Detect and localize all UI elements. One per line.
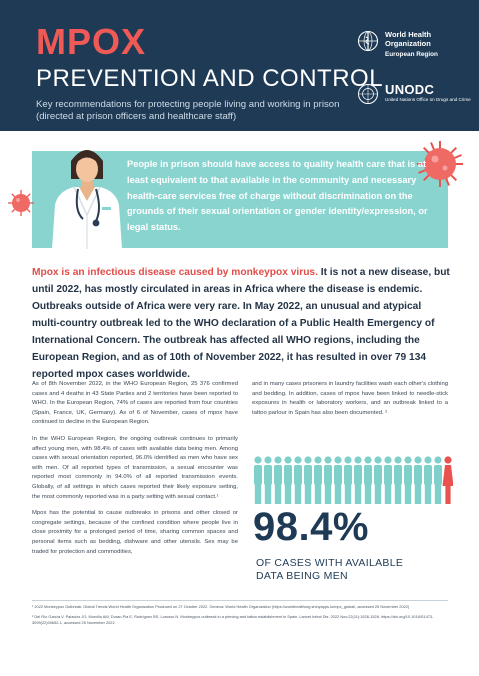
title-accent: MPOX [36,21,147,62]
virus-icon [6,188,36,218]
man-icon [394,456,402,504]
man-icon [354,456,362,504]
body-paragraph: and in many cases prisoners in laundry facilities wash each other's clothing and bedding. In addition, cases of mpox have been linked to needle-stick exposures in health or laboratory workers, and an outbreak linked to a tattoo parlour in Spain has also been documented. ² [252,381,448,416]
man-icon [324,456,332,504]
footnotes [32,604,448,631]
body-column-left [32,380,238,564]
page-title: PREVENTION AND CONTROL [36,65,384,92]
unodc-name: UNODC [385,82,435,97]
unodc-full-name: United Nations Office on Drugs and Crime [385,97,471,102]
intro-text: It is not a new disease, but until 2022, has mostly circulated in areas in Africa where the disease is endemic. Outbreaks outside of Africa were very rare. In May 2022, an unusual and atypical multi-country outbreak led to the WHO declaration of a Public Health Emergency of International Concern. The outbreak has affected all WHO regions, including the European Region, and as of 10th of November 2022, it has resulted in over 79 134 reported mpox cases worldwide. [32,267,450,380]
who-name-line1: World Health [385,30,432,39]
footnote-divider [32,600,448,601]
footnote-1: ¹ 2022 Monkeypox Outbreak: Global Trends World Health Organization Produced on 27 October 2022. Geneva: World Health Organization (https://worldhealthorg.shinyapps.io/mpx_global/, accessed 25 November 2022) [32,604,410,609]
body-paragraph: Mpox has the potential to cause outbreaks in prisons and other closed or congregate settings, because of the confined condition where people live in close proximity for a prolonged period of time, sharing common spaces and personal items such as bedding, dishware and other utensils. Sex may be traded for protection and commodities, [32,510,238,555]
who-logo [357,30,438,59]
people-pictogram [253,454,453,506]
man-icon [274,456,282,504]
intro-paragraph [32,264,450,383]
stat-value: 98.4% [253,505,369,549]
man-icon [284,456,292,504]
man-icon [384,456,392,504]
man-icon [314,456,322,504]
header-banner [0,0,479,131]
stat-label: OF CASES WITH AVAILABLE DATA BEING MEN [256,557,404,582]
man-icon [364,456,372,504]
man-icon [404,456,412,504]
who-region: European Region [385,51,438,58]
un-emblem-icon [357,83,379,105]
woman-icon [443,456,454,504]
unodc-logo [357,83,471,105]
footnote-2: ² Del Río García V, Palacios JG, Morcillo AM, Duran-Pla E, Rodríguez BS, Lorusso N. Monkeypox outbreak in a piercing and tattoo establishment in Spain. Lancet Infect Dis. 2022 Nov;22(11):1526-1528. https://doi.org/10.1016/S1473-3099(22)00652-1, accessed 25 November 2022. [32,614,434,626]
man-icon [264,456,272,504]
man-icon [254,456,262,504]
man-icon [374,456,382,504]
body-paragraph: As of 8th November 2022, in the WHO European Region, 25 376 confirmed cases and 4 deaths in 43 State Parties and 2 territories have been reported to WHO. In the European Region, 74% of cases are reported from four countries (Spain, France, UK, Germany). As of 6 of November, cases of mpox have continued to decline in the European Region. [32,381,238,426]
page-subtitle: Key recommendations for protecting people living and working in prison (directed at prison officers and healthcare staff) [36,99,340,122]
man-icon [424,456,432,504]
man-icon [434,456,442,504]
body-column-right [252,380,448,425]
intro-highlight: Mpox is an infectious disease caused by monkeypox virus. [32,267,318,278]
man-icon [304,456,312,504]
man-icon [344,456,352,504]
body-paragraph: In the WHO European Region, the ongoing outbreak continues to primarily affect young men, with 98.4% of cases with available data being men. Among cases with sexual orientation reported, 96.0% identified as men who have sex with men. Of all reported types of transmission, a sexual encounter was reported most commonly in 94.0% of all reported transmission events. Globally, of all settings in which cases reported their likely exposure setting, the most commonly reported was in a party setting with sexual contact.¹ [32,435,238,500]
who-name-line2: Organization [385,39,431,48]
healthcare-worker-illustration [46,131,128,249]
callout-text: People in prison should have access to quality health care that is at least equivalent to that available in the community and necessary health-care services free of charge without discrimination on the grounds of their sexual orientation or gender identity/expression, or legal status. [127,159,428,233]
man-icon [294,456,302,504]
who-emblem-icon [357,30,379,52]
man-icon [414,456,422,504]
man-icon [334,456,342,504]
